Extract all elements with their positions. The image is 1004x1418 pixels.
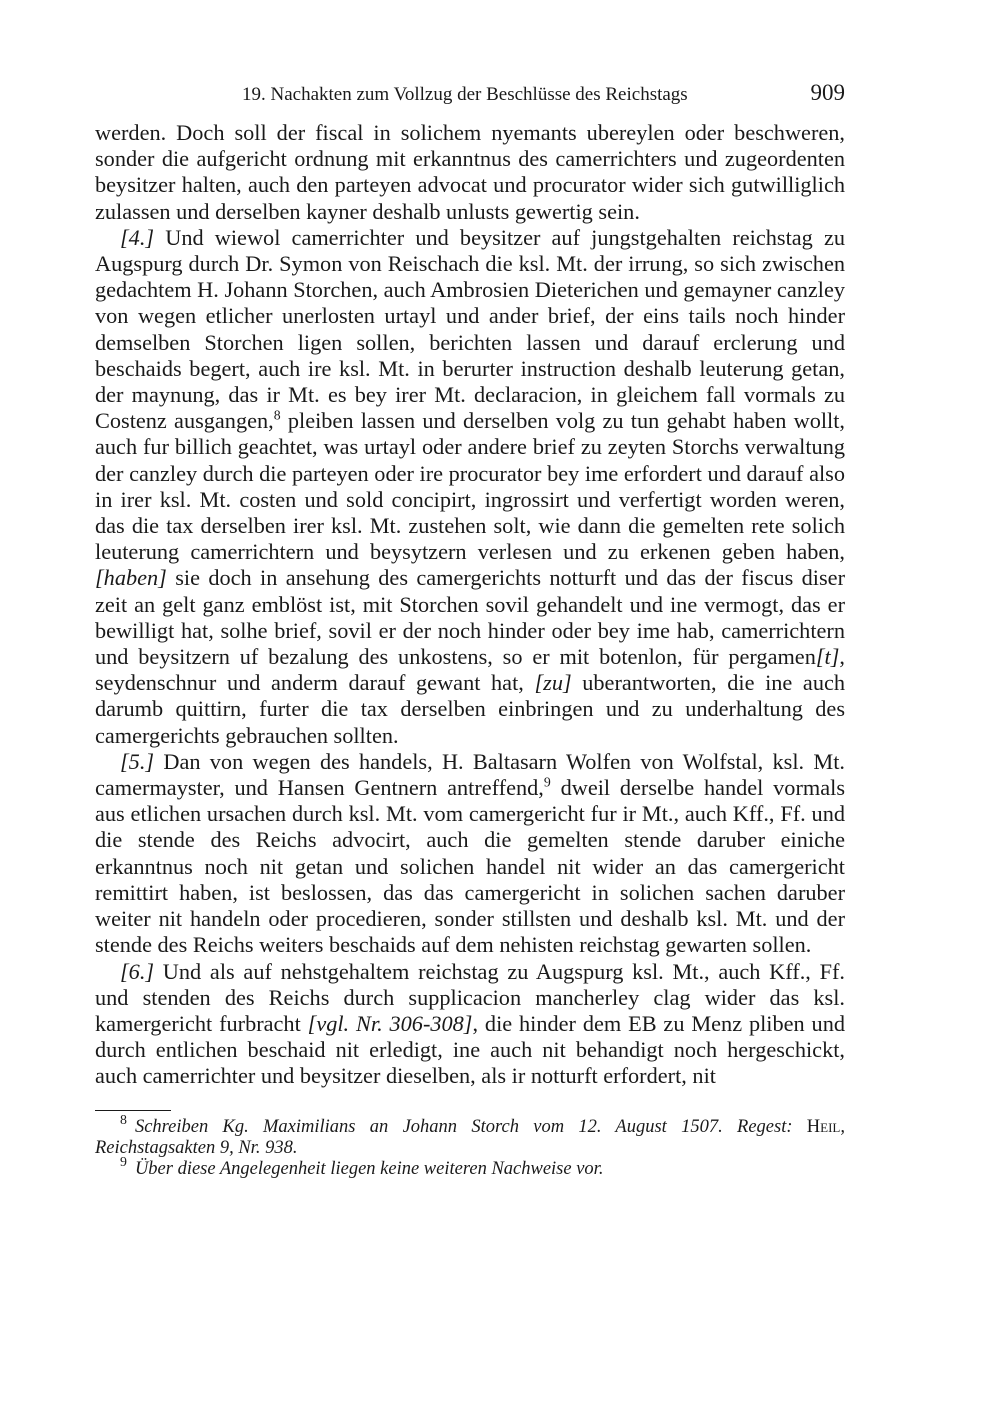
- section-number: [4.]: [120, 224, 155, 250]
- footnote-text: Schreiben Kg. Maximilians an Johann Storch vom 12. August 1507. Regest:: [134, 1116, 807, 1137]
- footnote-text: Über diese Angelegenheit liegen keine weiteren Nachweise vor.: [134, 1158, 604, 1179]
- footnote-ref-9[interactable]: 9: [543, 774, 551, 790]
- page-number: 909: [810, 80, 845, 105]
- body-text: [95, 120, 845, 1090]
- paragraph-text: Dan von wegen des handels, H. Baltasarn Wolfen von Wolfstal, ksl. Mt. camermayster, und Hansen Gentnern antreffend,: [95, 748, 845, 801]
- paragraph-text: dweil derselbe handel vormals aus etlichen ursachen durch ksl. Mt. vom camergericht fur ir Mt., auch Kff., Ff. und die stende des Reichs advocirt, auch die gemelten stende daruber einiche erkanntnus noch nit getan und solichen handel nit wider an das camergericht remittirt haben, ist beslossen, das das camergericht in solichen sachen daruber weiter nit handeln oder procedieren, sonder stillsten und deshalb ksl. Mt. und der stende des Reichs weiters beschaids auf dem nehisten reichstag gewarten sollen.: [95, 775, 845, 958]
- section-number: [5.]: [120, 748, 155, 774]
- paragraph-text: , die hinder dem EB zu Menz pliben und durch entlichen beschaid nit erledigt, ine auch nit behandigt noch hergeschickt, auch camerrichter und beysitzer dieselben, als ir notturft erfordert, nit: [95, 1010, 845, 1089]
- paragraph-6: [95, 959, 845, 1090]
- footnote-divider: [95, 1110, 171, 1111]
- paragraph-5: [95, 749, 845, 959]
- editorial-insertion: [t]: [815, 644, 840, 670]
- editorial-insertion: [zu]: [534, 670, 572, 696]
- section-number: [6.]: [120, 958, 155, 984]
- footnote-text: , Reichstagsakten 9, Nr. 938.: [95, 1116, 845, 1158]
- paragraph-text: uberantworten, die ine auch darumb quittirn, furter die tax derselben einbringen und zu underhaltung des camergerichts gebrauchen sollten.: [95, 670, 846, 748]
- footnote-9: [95, 1155, 845, 1180]
- footnote-mark: 8: [120, 1113, 127, 1129]
- paragraph-text: Und wiewol camerrichter und beysitzer auf jungstgehalten reichstag zu Augspurg durch Dr. Symon von Reischach die ksl. Mt. der irrung, so sich zwischen gedachtem H. Johann Storchen, auch Ambrosien Dieterichen und gemayner canzley von wegen etlicher unerlosten urtayl und ander brief, der eins tails noch hinder demselben Storchen ligen sollen, berichten lassen und darauf erclerung und beschaids begert, auch ire ksl. Mt. in berurter instruction deshalb leuterung getan, der maynung, das ir Mt. es bey irer Mt. declaracion, in gleichem fall vormals zu Costenz ausgangen,: [95, 224, 845, 434]
- footnote-8: [95, 1113, 845, 1159]
- editorial-insertion: [haben]: [95, 565, 167, 591]
- paragraph-text: Und als auf nehstgehaltem reichstag zu Augspurg ksl. Mt., auch Kff., Ff. und stenden des Reichs durch supplicacion mancherley clag wider das ksl. kamergericht furbracht: [95, 958, 845, 1036]
- running-title: 19. Nachakten zum Vollzug der Beschlüsse des Reichstags: [242, 84, 688, 105]
- footnote-mark: 9: [120, 1155, 127, 1171]
- paragraph-text: sie doch in ansehung des camergerichts notturft und das der fiscus diser zeit an gelt ganz emblöst ist, mit Storchen sovil gehandelt und ine vermogt, das er bewilligt hat, solhe brief, sovil er der noch hinder oder bey ime hab, camerrichtern und beysitzern uf bezalung des unkostens, so er mit botenlon, für pergamen: [95, 565, 845, 670]
- cross-reference: [vgl. Nr. 306-308]: [307, 1010, 473, 1036]
- running-head: [95, 80, 845, 110]
- paragraph-text: pleiben lassen und derselben volg zu tun gehabt haben wollt, auch fur billich geachtet, was urtayl oder andere brief zu zeyten Storchs verwaltung der canzley durch die parteyen oder ire procurator bey ime erfordert und darauf also in irer ksl. Mt. costen und sold concipirt, ingrossirt und verfertigt worden weren, das die tax derselben irer ksl. Mt. zustehen solt, wie dann die gemelten rete solich leuterung camerrichtern und beysytzern verlesen und zu erkenen geben haben,: [95, 408, 845, 565]
- paragraph-continuation: [95, 120, 845, 225]
- paragraph-4: [95, 225, 845, 749]
- footnote-author: Heil: [806, 1116, 841, 1137]
- paragraph-text: werden. Doch soll der fiscal in solichem nyemants ubereylen oder beschweren, sonder die aufgericht ordnung mit erkanntnus des camerrichters und zugeordenten beysitzer halten, auch den parteyen advocat und procurator wider sich gutwilliglich zulassen und derselben kayner deshalb unlusts gewertig sein.: [95, 120, 845, 224]
- document-page: [95, 80, 845, 1180]
- footnotes: [95, 1113, 845, 1180]
- footnote-ref-8[interactable]: 8: [273, 407, 281, 423]
- paragraph-text: , seydenschnur und anderm darauf gewant hat,: [95, 644, 845, 696]
